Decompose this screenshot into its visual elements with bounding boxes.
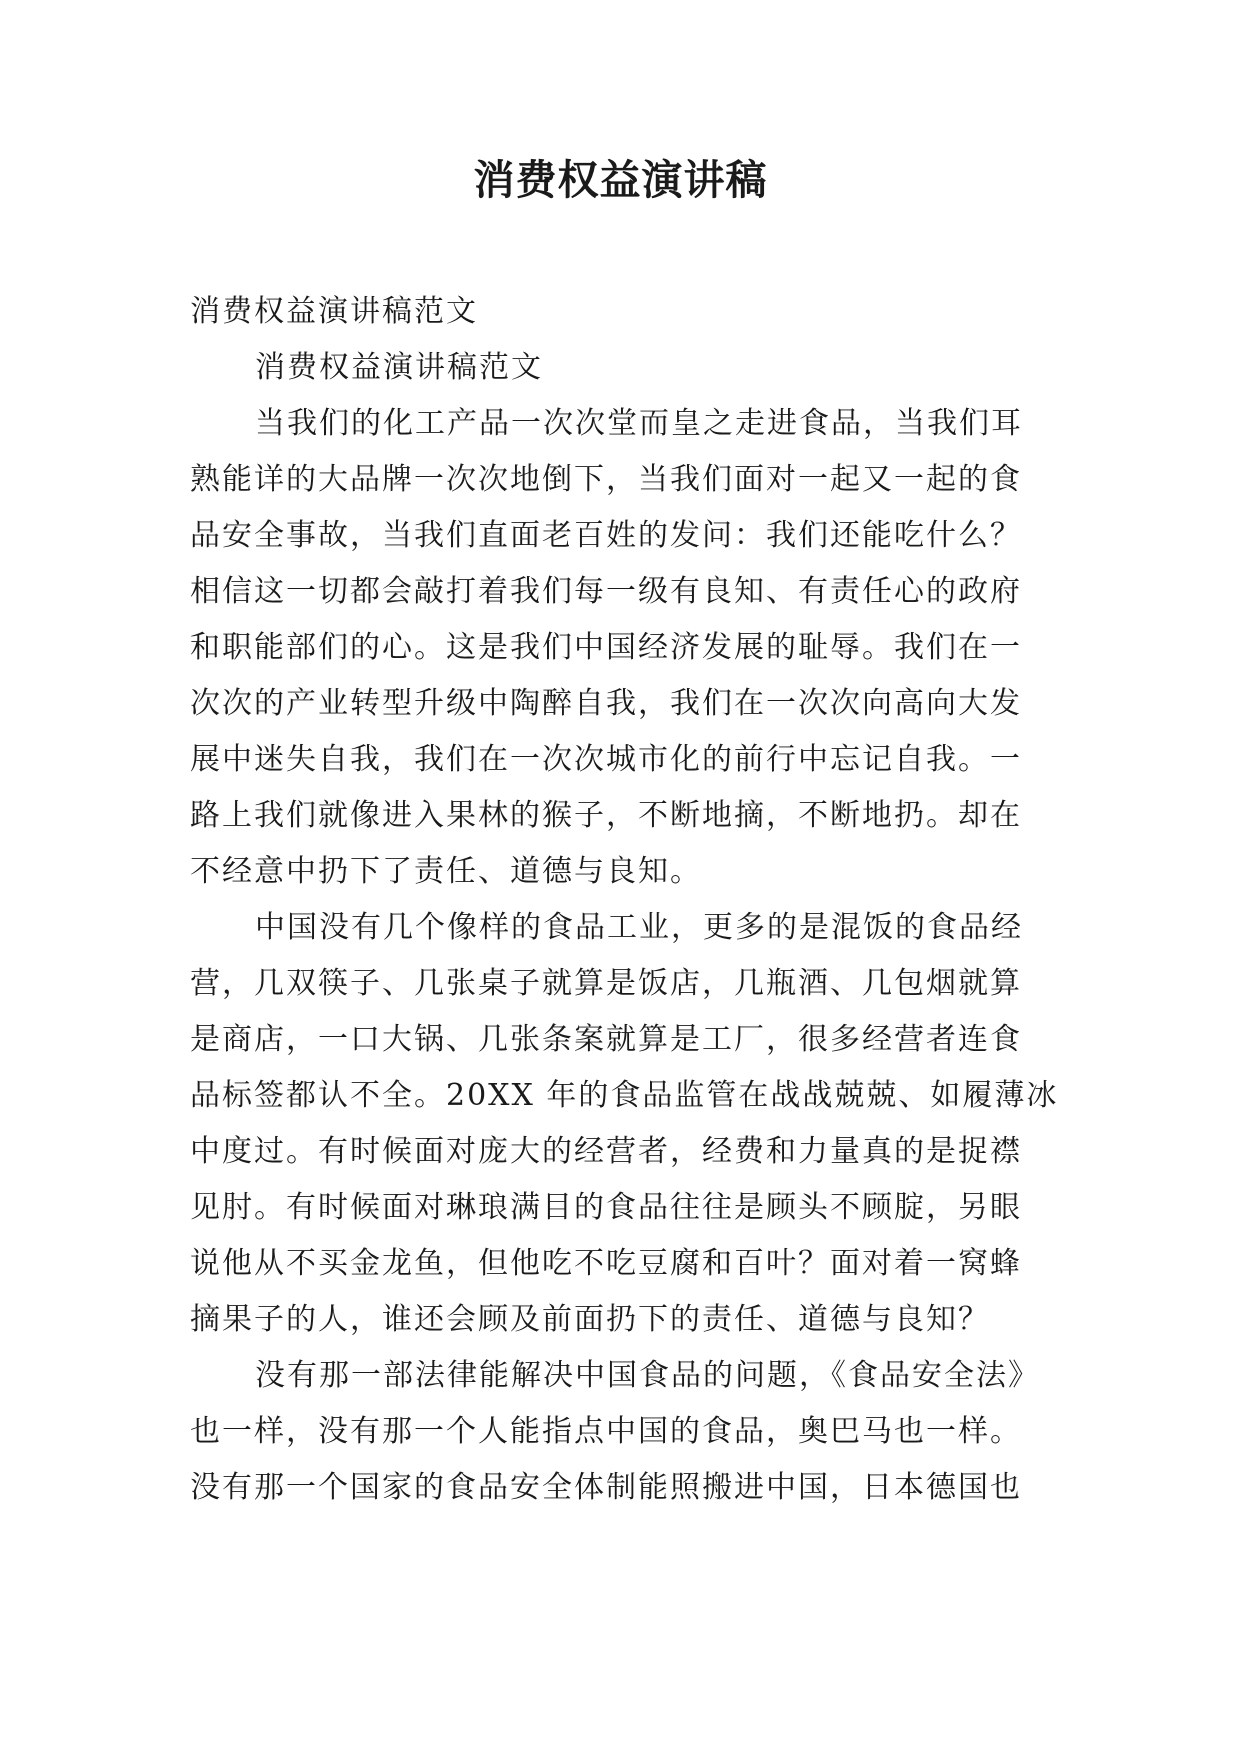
paragraph-line: 是商店，一口大锅、几张条案就算是工厂，很多经营者连食 [190, 1022, 1022, 1057]
paragraph-line: 不经意中扔下了责任、道德与良知。 [190, 854, 702, 889]
indented-heading: 消费权益演讲稿范文 [255, 350, 543, 385]
paragraph-line: 和职能部们的心。这是我们中国经济发展的耻辱。我们在一 [190, 630, 1022, 665]
paragraph-line: 当我们的化工产品一次次堂而皇之走进食品，当我们耳 [255, 406, 1023, 441]
paragraph-line: 也一样，没有那一个人能指点中国的食品，奥巴马也一样。 [190, 1414, 1022, 1449]
document-title: 消费权益演讲稿 [473, 156, 768, 204]
paragraph-line: 相信这一切都会敲打着我们每一级有良知、有责任心的政府 [190, 574, 1022, 609]
paragraph-line: 中度过。有时候面对庞大的经营者，经费和力量真的是捉襟 [190, 1134, 1022, 1169]
paragraph-line: 路上我们就像进入果林的猴子，不断地摘，不断地扔。却在 [190, 798, 1022, 833]
paragraph-line: 品标签都认不全。20XX 年的食品监管在战战兢兢、如履薄冰 [190, 1078, 1058, 1113]
paragraph-line: 熟能详的大品牌一次次地倒下，当我们面对一起又一起的食 [190, 462, 1022, 497]
paragraph-line: 没有那一部法律能解决中国食品的问题，《食品安全法》 [255, 1358, 1040, 1393]
paragraph-line: 摘果子的人，谁还会顾及前面扔下的责任、道德与良知？ [190, 1302, 990, 1337]
paragraph-line: 没有那一个国家的食品安全体制能照搬进中国，日本德国也 [190, 1470, 1022, 1505]
paragraph-line: 中国没有几个像样的食品工业，更多的是混饭的食品经 [255, 910, 1023, 945]
paragraph-line: 品安全事故，当我们直面老百姓的发问：我们还能吃什么？ [190, 518, 1022, 553]
paragraph-1 [190, 396, 1058, 900]
paragraph-2 [190, 900, 1058, 1348]
document-body [190, 284, 1058, 1516]
subtitle: 消费权益演讲稿范文 [190, 294, 478, 329]
paragraph-3 [190, 1348, 1058, 1516]
paragraph-line: 展中迷失自我，我们在一次次城市化的前行中忘记自我。一 [190, 742, 1022, 777]
paragraph-line: 次次的产业转型升级中陶醉自我，我们在一次次向高向大发 [190, 686, 1022, 721]
paragraph-line: 见肘。有时候面对琳琅满目的食品往往是顾头不顾腚，另眼 [190, 1190, 1022, 1225]
paragraph-line: 说他从不买金龙鱼，但他吃不吃豆腐和百叶？面对着一窝蜂 [190, 1246, 1022, 1281]
paragraph-line: 营，几双筷子、几张桌子就算是饭店，几瓶酒、几包烟就算 [190, 966, 1022, 1001]
